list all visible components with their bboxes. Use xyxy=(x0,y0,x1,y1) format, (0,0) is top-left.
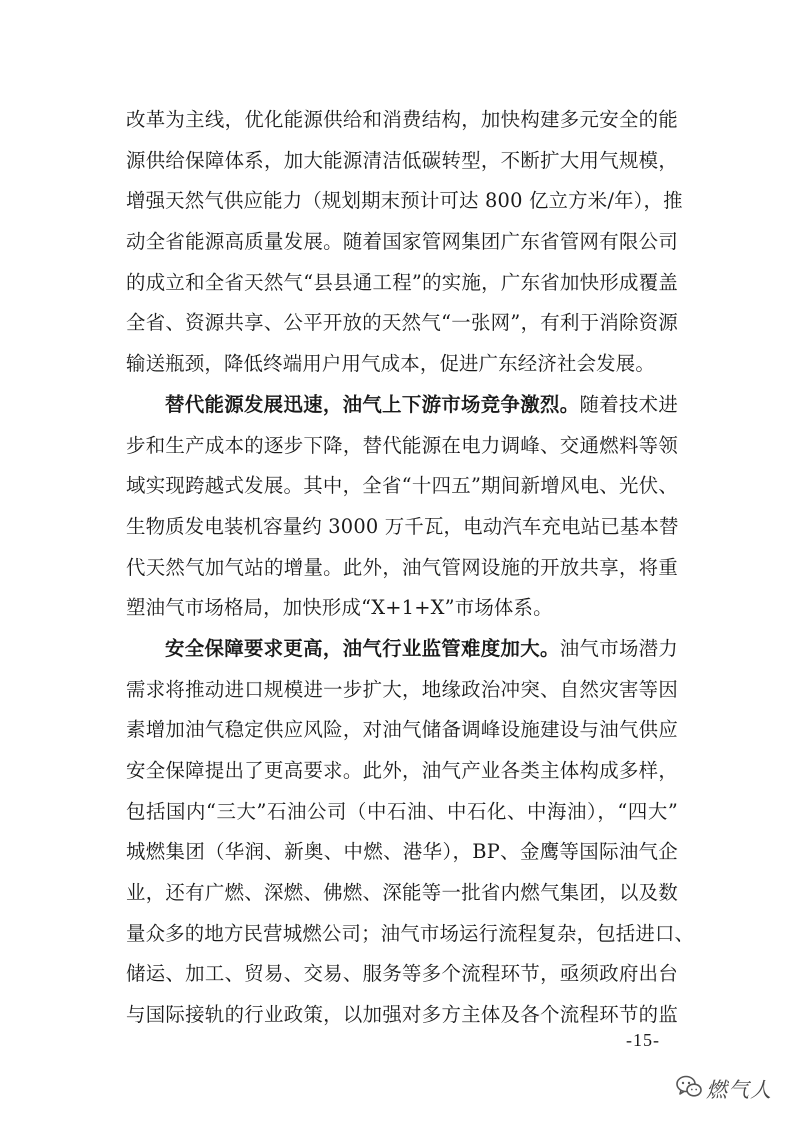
wechat-icon xyxy=(676,1075,702,1103)
watermark-text: 燃气人 xyxy=(706,1078,772,1102)
text-line: 域实现跨越式发展。其中，全省“十四五”期间新增风电、光伏、 xyxy=(126,474,678,498)
page-number: -15- xyxy=(626,1030,660,1050)
text-line: 动全省能源高质量发展。随着国家管网集团广东省管网有限公司 xyxy=(126,230,678,254)
paragraph-2 xyxy=(126,385,678,629)
text-line: 储运、加工、贸易、交易、服务等多个流程环节，亟须政府出台 xyxy=(126,962,678,986)
text-line: 的成立和全省天然气“县县通工程”的实施，广东省加快形成覆盖 xyxy=(126,270,678,294)
paragraph-3 xyxy=(126,629,695,1036)
text-line: 输送瓶颈，降低终端用户用气成本，促进广东经济社会发展。 xyxy=(126,352,655,376)
watermark xyxy=(676,1074,772,1104)
text-line: 业，还有广燃、深燃、佛燃、深能等一批省内燃气集团，以及数 xyxy=(126,881,678,905)
text-line: 与国际接轨的行业政策，以加强对多方主体及各个流程环节的监 xyxy=(126,1003,678,1027)
paragraph-heading: 替代能源发展迅速，油气上下游市场竞争激烈。 xyxy=(165,392,580,416)
text-line: 素增加油气稳定供应风险，对油气储备调峰设施建设与油气供应 xyxy=(126,718,678,742)
text-line: 增强天然气供应能力（规划期末预计可达 800 亿立方米/年），推 xyxy=(126,189,683,213)
paragraph-3-first-line xyxy=(126,629,678,670)
text-line: 生物质发电装机容量约 3000 万千瓦，电动汽车充电站已基本替 xyxy=(126,514,679,538)
text-line: 全省、资源共享、公平开放的天然气“一张网”，有利于消除资源 xyxy=(126,311,678,335)
text-line: 城燃集团（华润、新奥、中燃、港华），BP、金鹰等国际油气企 xyxy=(126,840,678,864)
text-line: 安全保障提出了更高要求。此外，油气产业各类主体构成多样， xyxy=(126,759,678,782)
text-line: 塑油气市场格局，加快形成“X+1+X”市场体系。 xyxy=(126,596,553,620)
text-fragment: 随着技术进 xyxy=(579,392,679,416)
text-line: 步和生产成本的逐步下降，替代能源在电力调峰、交通燃料等领 xyxy=(126,433,678,457)
text-line: 包括国内“三大”石油公司（中石油、中石化、中海油），“四大” xyxy=(126,799,678,823)
text-fragment: 油气市场潜力 xyxy=(559,636,679,660)
text-line: 代天然气加气站的增量。此外，油气管网设施的开放共享，将重 xyxy=(126,555,678,579)
text-line: 源供给保障体系，加大能源清洁低碳转型，不断扩大用气规模， xyxy=(126,148,678,172)
paragraph-1 xyxy=(126,100,683,385)
document-body xyxy=(126,100,695,1036)
text-line: 改革为主线，优化能源供给和消费结构，加快构建多元安全的能 xyxy=(126,108,678,131)
text-line: 量众多的地方民营城燃公司；油气市场运行流程复杂，包括进口、 xyxy=(126,921,695,945)
paragraph-2-first-line xyxy=(126,385,678,426)
text-line: 需求将推动进口规模进一步扩大，地缘政治冲突、自然灾害等因 xyxy=(126,677,678,701)
paragraph-heading: 安全保障要求更高，油气行业监管难度加大。 xyxy=(165,636,560,660)
